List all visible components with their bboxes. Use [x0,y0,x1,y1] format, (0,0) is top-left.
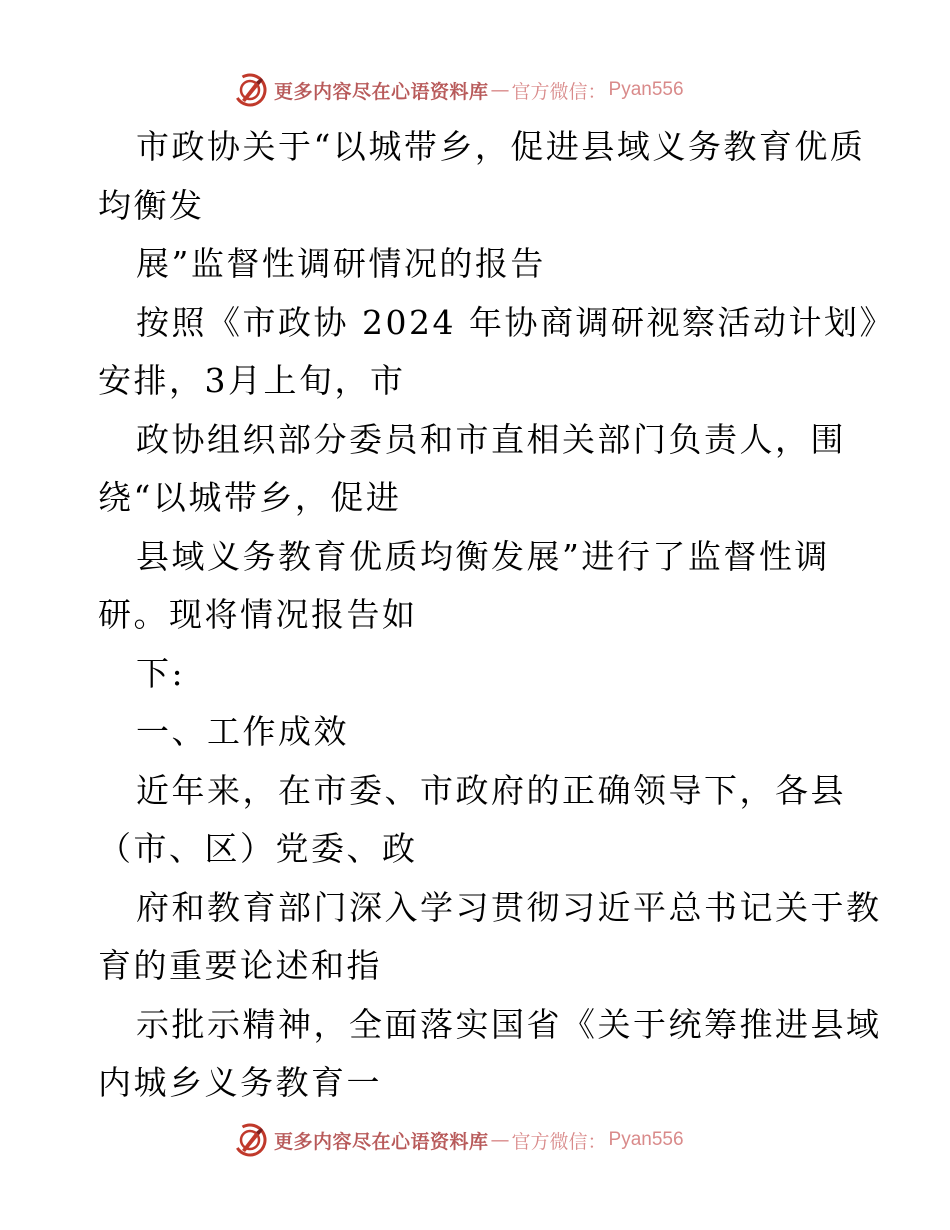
banner-wechat-id: Pyan556 [608,1129,684,1150]
section-heading: 一、工作成效 [136,712,349,751]
banner-tagline: 更多内容尽在心语资料库 [274,80,489,103]
text-line-12: 近年来，在市委、市政府的正确领导下，各县 [136,770,846,810]
text-line-15: 育的重要论述和指 [98,946,382,985]
footer-banner [232,1122,684,1158]
text-line-7: 绕“以城带乡，促进 [98,478,402,517]
header-banner [232,72,684,108]
banner-wechat-label: 官方微信： [511,80,607,103]
banner-wechat-label: 官方微信： [511,1130,607,1153]
text-line-3: 展”监督性调研情况的报告 [136,244,546,283]
banner-wechat-id: Pyan556 [608,79,684,100]
brand-logo-icon [232,1122,268,1158]
text-line-16: 示批示精神，全面落实国省《关于统筹推进县域 [136,1004,882,1044]
banner-tagline: 更多内容尽在心语资料库 [274,1130,489,1153]
document-body [98,118,895,1113]
brand-logo-icon [232,72,268,108]
text-line-14: 府和教育部门深入学习贯彻习近平总书记关于教 [136,887,882,927]
text-line-2: 均衡发 [98,185,205,225]
text-line-9: 研。现将情况报告如 [98,595,418,634]
text-line-1: 市政协关于“以城带乡，促进县域义务教育优质 [136,127,866,166]
banner-dash: — [490,79,510,101]
banner-dash: — [490,1129,510,1151]
text-line-10: 下: [136,653,186,693]
text-line-8: 县域义务教育优质均衡发展”进行了监督性调 [136,536,830,576]
text-line-17: 内城乡义务教育一 [98,1063,382,1102]
text-line-5: 安排，3月上旬，市 [98,361,406,400]
text-line-4: 按照《市政协 2024 年协商调研视察活动计划》 [136,302,895,342]
text-line-6: 政协组织部分委员和市直相关部门负责人，围 [136,419,846,459]
text-line-13: （市、区）党委、政 [98,829,418,868]
